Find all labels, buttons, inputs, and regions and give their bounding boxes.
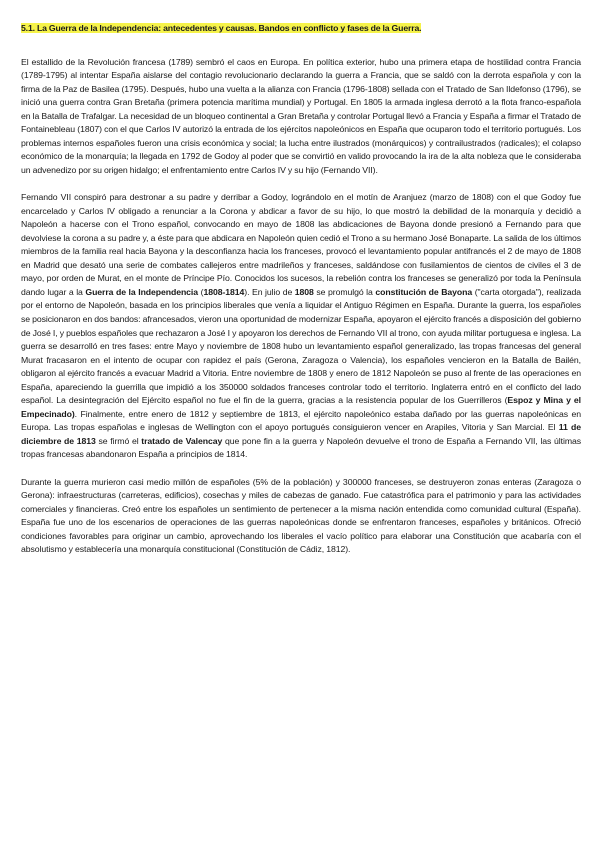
- bold-term: tratado de Valencay: [141, 435, 223, 446]
- text-run: Durante la guerra murieron casi medio millón de españoles (5% de la población) y 300000 franceses, se destruyeron zonas enteras (Zaragoza o Gerona): infraestructuras (carreteras, edificios), cosechas y miles de cabezas de ganado. Fue catastrófica para el patrimonio y para las actividades comerciales y financieras. Creó entre los españoles un sentimiento de pertenecer a la misma nación entendida como comunidad cultural (España). España fue uno de los escenarios de operaciones de las guerras napoleónicas donde se enfrentaron franceses, españoles y británicos. Ofreció condiciones favorables para originar un cambio, aprovechando los liberales el vacío político para elaborar una Constitución que acabaría con el absolutismo y establecería una monarquía constitucional (Constitución de Cádiz, 1812).: [21, 476, 581, 555]
- heading-row: [21, 22, 581, 36]
- text-run: ("carta otorgada"), realizada por el entorno de Napoleón, basada en los principios liberales que venía a liquidar el Antiguo Régimen en España. Durante la guerra, los españoles se posicionaron en dos bandos: afrancesados, vieron una oportunidad de modernizar España, apoyaron el ejército francés a disposición del gobierno de José I, y pueblos españoles que rechazaron a José I y apoyaron los derechos de Fernando VII al trono, con ayuda militar portuguesa e inglesa. La guerra se desarrolló en tres fases: entre Mayo y noviembre de 1808 hubo un levantamiento español generalizado, las tropas francesas del general Murat fracasaron en el intento de ocupar con rapidez el país (Gerona, Zaragoza o Valencia), los españoles vencieron en la Batalla de Bailén, obligaron al ejército francés a evacuar Madrid a Vitoria. Entre noviembre de 1808 y enero de 1812 Napoleón se puso al frente de las operaciones en España, apareciendo la guerrilla que impidió a los 350000 soldados franceses controlar todo el territorio. Inglaterra entró en el conflicto del lado español. La desintegración del Ejército español no fue el fin de la guerra, gracias a la resistencia popular de los Guerrilleros (: [21, 286, 581, 406]
- text-run: . Finalmente, entre enero de 1812 y septiembre de 1813, el ejército napoleónico estaba dañado por las guerras napoleónicas en Europa. Las tropas españolas e inglesas de Wellington con el apoyo portugués consiguieron vencer en Arapiles, Vitoria y San Marcial. El: [21, 408, 581, 433]
- bold-term: constitución de Bayona: [375, 286, 473, 297]
- text-run: El estallido de la Revolución francesa (1789) sembró el caos en Europa. En política exterior, hubo una primera etapa de hostilidad contra Francia (1789-1795) al intentar España aislarse del contagio revolucionario declarando la guerra a Francia, que se saldó con la derrota española y con la firma de la Paz de Basilea (1795). Después, hubo una vuelta a la alianza con Francia (1796-1808) sellada con el Tratado de San Ildefonso (1796), se inició una guerra contra Gran Bretaña (primera potencia marítima mundial) y Portugal. En 1805 la armada inglesa derrotó a la flota franco-española en la Batalla de Trafalgar. La necesidad de un bloqueo continental a Gran Bretaña y controlar Portugal llevó a Francia y España a firmar el Tratado de Fontainebleau (1807) con el que Carlos IV autorizó la entrada de los ejércitos napoleónicos en España que ocuparon todo el territorio portugués. Los problemas internos españoles fueron una crisis económica y social; la lucha entre ilustrados (monárquicos) y contrailustrados (radicales); el colapso económico de la monarquía; la llegada en 1792 de Godoy al poder que se convirtió en valido provocando la ira de la alta nobleza que le consideraba un advenedizo por su origen hidalgo; el enfrentamiento entre Carlos IV y su hijo (Fernando VII).: [21, 56, 581, 175]
- text-run: se firmó el: [95, 435, 142, 446]
- text-run: Fernando VII conspiró para destronar a su padre y derribar a Godoy, lográndolo en el motín de Aranjuez (marzo de 1808) con el que Godoy fue encarcelado y Carlos IV obligado a renunciar a la Corona y abdicar a favor de su hijo, lo que mostró la debilidad de la monarquía y decidió a Napoleón a hacerse con el Trono español, convocando en mayo de 1808 las abdicaciones de Bayona donde presionó a Fernando para que devolviese la corona a su padre y, a éste para que abdicara en Napoleón quien cedió el Trono a su hermano José Bonaparte. La salida de los últimos miembros de la familia real hacia Bayona y la desconfianza hacia los franceses, provocó el levantamiento popular antifrancés el 2 de mayo de 1808 en Madrid que desató una serie de combates callejeros entre madrileños y franceses, saldándose con fusilamientos de cientos de civiles el 3 de mayo, por orden de Murat, en el monte de Príncipe Pío. Conocidos los sucesos, la rebelión contra los franceses se generalizó por toda la Península dando lugar a la: [21, 192, 581, 297]
- document-heading: 5.1. La Guerra de la Independencia: antecedentes y causas. Bandos en conflicto y fases de la Guerra.: [21, 23, 422, 33]
- text-run: ). En julio de: [244, 286, 295, 297]
- bold-term: 1808-1814: [203, 286, 245, 297]
- text-run: (: [198, 286, 204, 297]
- bold-term: 11 de diciembre de 1813: [21, 422, 581, 446]
- text-run: que pone fin a la guerra y Napoleón devuelve el trono de España a Fernando VII, las últimas tropas francesas abandonaron España a principios de 1814.: [21, 435, 582, 460]
- paragraph-p3: [21, 476, 581, 557]
- text-run: se promulgó la: [313, 286, 376, 297]
- document-body: [21, 56, 581, 557]
- paragraph-p1: [21, 56, 581, 178]
- bold-term: Espoz y Mina y el Empecinado): [21, 395, 581, 419]
- bold-term: 1808: [294, 286, 314, 297]
- bold-term: Guerra de la Independencia: [85, 286, 199, 297]
- document-page: [21, 22, 581, 570]
- paragraph-p2: [21, 191, 581, 462]
